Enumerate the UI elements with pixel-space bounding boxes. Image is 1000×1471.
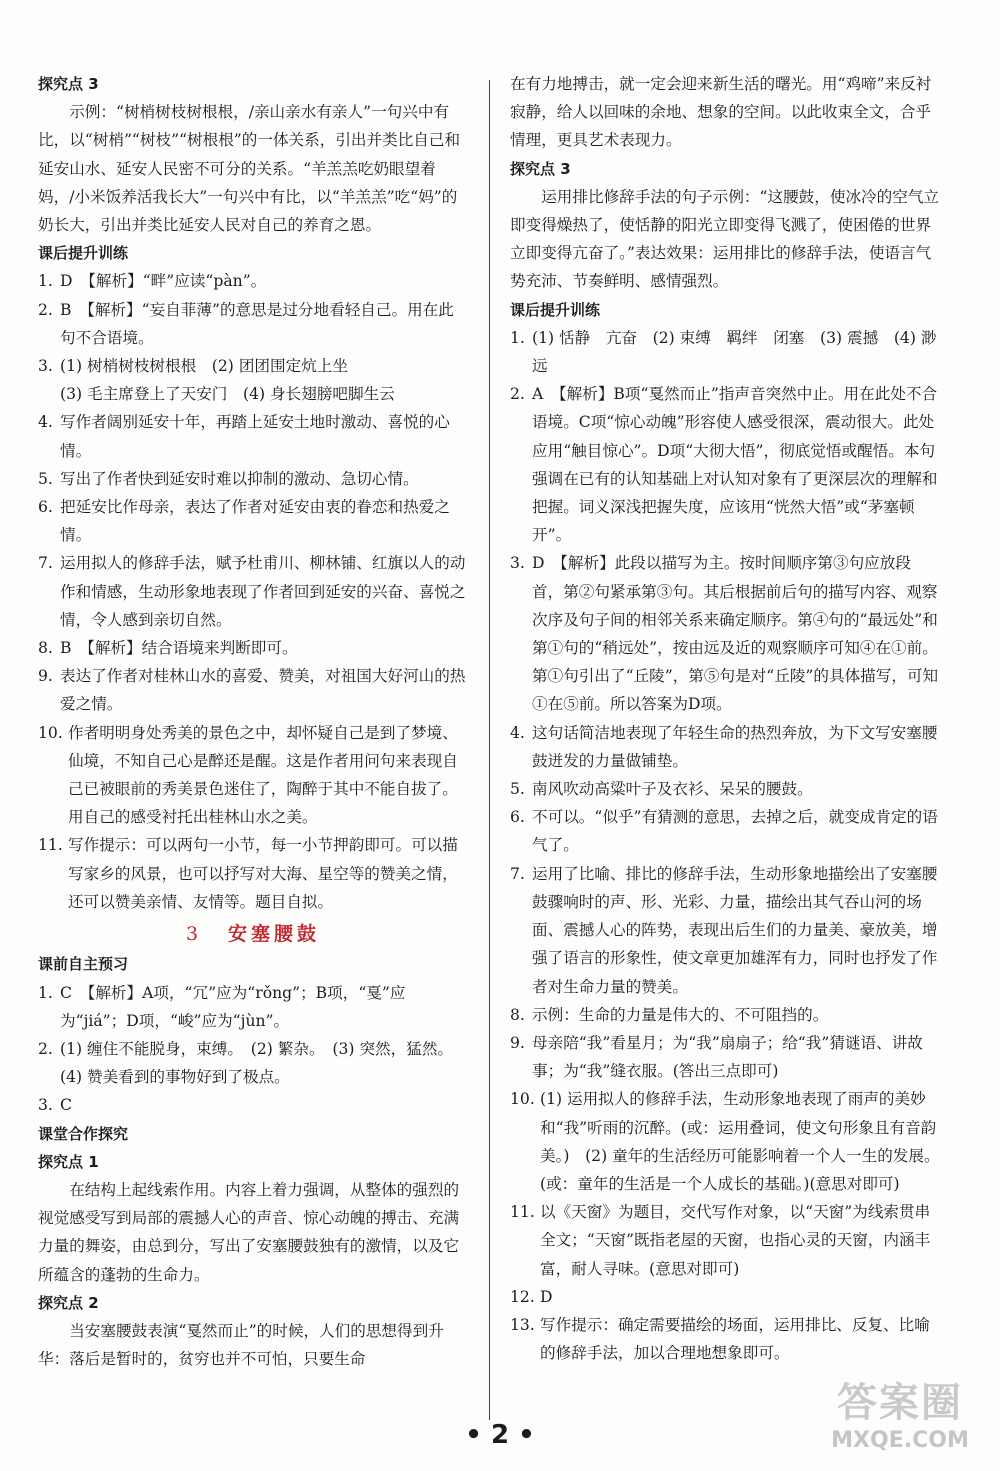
answer-item (38, 549, 468, 634)
answer-item (38, 352, 468, 380)
item-number: 3. (38, 357, 53, 376)
answer-item (38, 493, 468, 549)
item-text: A 【解析】B项“戛然而止”指声音突然中止。用在此处不合语境。C项“惊心动魄”形容使人感受很深，震动很大。此处应用“触目惊心”。D项“大彻大悟”，彻底觉悟或醒悟。本句强调在已有的认知基础上对认知对象有了更深层次的理解和把握。词义深浅把握失度，应该用“恍然大悟”或“茅塞顿开”。 (532, 385, 938, 545)
item-number: 2. (38, 1039, 53, 1058)
item-text: 写作者阔别延安十年，再踏上延安土地时激动、喜悦的心情。 (60, 413, 450, 460)
item-text: 把延安比作母亲，表达了作者对延安由衷的眷恋和热爱之情。 (60, 498, 450, 545)
item-number: 10. (38, 723, 63, 742)
item-number: 1. (38, 983, 53, 1002)
watermark-url: MXQE.COM (831, 1428, 969, 1453)
answer-item (38, 979, 468, 1035)
item-text: B 【解析】结合语境来判断即可。 (60, 639, 298, 658)
item-number: 3. (510, 554, 525, 573)
item-text: 写作提示：确定需要描绘的场面，运用排比、反复、比喻的修辞手法，加以合理地想象即可。 (540, 1315, 930, 1363)
section-heading: 课前自主预习 (38, 955, 129, 974)
paragraph: 示例：“树梢树枝树根根，/亲山亲水有亲人”一句兴中有比，以“树梢”“树枝”“树根根”的一体关系，引出并类比自己和延安山水、延安人民密不可分的关系。“羊羔羔吃奶眼望着妈，/小米饭养活我长大”一句兴中有比，以“羊羔羔”吃“妈”的奶长大，引出并类比延安人民对自己的养育之恩。 (38, 103, 461, 235)
answer-item (510, 860, 940, 1001)
answer-item (510, 803, 940, 859)
sub-heading: 探究点 1 (38, 1152, 99, 1171)
item-number: 3. (38, 1096, 53, 1115)
answer-item (38, 831, 468, 916)
item-text: 不可以。“似乎”有猜测的意思，去掉之后，就变成肯定的语气了。 (532, 808, 938, 855)
item-number: 5. (510, 780, 525, 799)
answer-item (38, 296, 468, 352)
item-number: 12. (510, 1287, 535, 1306)
answer-item (510, 1311, 940, 1367)
sub-heading: 探究点 2 (38, 1293, 99, 1312)
column-divider (489, 80, 490, 1420)
answer-item (510, 1029, 940, 1085)
item-text: 南风吹动高粱叶子及衣衫、呆呆的腰鼓。 (532, 780, 813, 799)
item-number: 1. (510, 328, 525, 347)
item-number: 6. (38, 498, 53, 517)
lesson-number: 3 (185, 923, 203, 946)
answer-item (38, 662, 468, 718)
item-number: 4. (38, 413, 53, 432)
paragraph: 运用排比修辞手法的句子示例：“这腰鼓，使冰冷的空气立即变得燥热了，使恬静的阳光立即变得飞溅了，使困倦的世界立即变得亢奋了。”表达效果：运用排比的修辞手法，使语言气势充沛、节奏鲜明、感情强烈。 (510, 187, 940, 291)
item-number: 2. (510, 385, 525, 404)
item-number: 8. (38, 639, 53, 658)
paragraph: 在结构上起线索作用。内容上着力强调，从整体的强烈的视觉感受写到局部的震撼人心的声音、惊心动魄的搏击、充满力量的舞姿，由总到分，写出了安塞腰鼓独有的激情，以及它所蕴含的蓬勃的生命力。 (38, 1180, 460, 1284)
item-number: 9. (510, 1033, 525, 1052)
lesson-name: 安塞腰鼓 (228, 923, 321, 946)
section-heading: 课堂合作探究 (38, 1124, 129, 1143)
item-number: 10. (510, 1090, 535, 1109)
item-text: 写出了作者快到延安时难以抑制的激动、急切心情。 (60, 469, 419, 488)
item-text: 作者明明身处秀美的景色之中，却怀疑自己是到了梦境、仙境，不知自己心是醉还是醒。这是作者用问句来表现自己已被眼前的秀美景色迷住了，陶醉于其中不能自拔了。用自己的感受衬托出桂林山水之美。 (68, 723, 458, 827)
answer-item (38, 267, 468, 295)
item-number: 5. (38, 469, 53, 488)
item-number: 6. (510, 808, 525, 827)
item-number: 7. (38, 554, 53, 573)
item-number: 1. (38, 272, 53, 291)
item-text: C 【解析】A项，“冗”应为“rǒng”；B项，“戛”应为“jiá”；D项，“峻”应为“jùn”。 (60, 983, 406, 1030)
item-text: (1) 树梢树枝树根根 (2) 团团围定炕上坐 (60, 357, 348, 376)
answer-item (38, 465, 468, 493)
answer-item (38, 1091, 468, 1119)
item-number: 4. (510, 723, 525, 742)
answer-item (510, 1085, 940, 1198)
answer-item (510, 719, 940, 775)
item-number: 11. (38, 836, 63, 855)
section-heading: 探究点 3 (38, 75, 99, 93)
item-number: 11. (510, 1203, 535, 1222)
section-heading: 课后提升训练 (510, 300, 601, 319)
left-column (38, 70, 468, 1373)
item-number: 8. (510, 1005, 525, 1024)
answer-item (38, 1035, 468, 1091)
item-text: (1) 恬静 亢奋 (2) 束缚 羁绊 闭塞 (3) 震撼 (4) 渺远 (532, 328, 937, 376)
item-text: C (60, 1096, 72, 1115)
item-text: 这句话简洁地表现了年轻生命的热烈奔放，为下文写安塞腰鼓迸发的力量做铺垫。 (532, 723, 938, 770)
item-text: (1) 缠住不能脱身，束缚。 (2) 繁杂。 (3) 突然，猛然。 (4) 赞美看到的事物好到了极点。 (60, 1039, 461, 1087)
item-number: 7. (510, 864, 525, 883)
answer-item (510, 380, 940, 549)
answer-item (510, 1283, 940, 1311)
answer-item (38, 408, 468, 464)
watermark-logo (815, 1378, 985, 1464)
item-number: 2. (38, 300, 53, 319)
answer-item (38, 380, 468, 408)
item-text: 示例：生命的力量是伟大的、不可阻挡的。 (532, 1005, 829, 1024)
sub-heading: 探究点 3 (510, 159, 571, 178)
item-number: 13. (510, 1315, 535, 1334)
answer-item (510, 324, 940, 380)
answer-item (510, 1001, 940, 1029)
paragraph: 当安塞腰鼓表演“戛然而止”的时候，人们的思想得到升华：落后是暂时的，贫穷也并不可怕，只要生命 (38, 1321, 444, 1369)
item-text: D 【解析】“畔”应读“pàn”。 (60, 272, 267, 291)
paragraph: 在有力地搏击，就一定会迎来新生活的曙光。用“鸡啼”来反衬寂静，给人以回味的余地、想象的空间。以此收束全文，合乎情理，更具艺术表现力。 (510, 75, 932, 150)
item-text: 写作提示：可以两句一小节，每一小节押韵即可。可以描写家乡的风景，也可以抒写对大海、星空等的赞美之情，还可以赞美亲情、友情等。题目自拟。 (68, 836, 458, 911)
item-text: 表达了作者对桂林山水的喜爱、赞美，对祖国大好河山的热爱之情。 (60, 667, 466, 714)
lesson-title (38, 920, 468, 948)
item-text: 运用了比喻、排比的修辞手法，生动形象地描绘出了安塞腰鼓骤响时的声、形、光彩、力量，描绘出其气吞山河的场面、震撼人心的阵势，表现出后生们的力量美、豪放美，增强了语言的形象性，使文章更加雄浑有力，同时也抒发了作者对生命力量的赞美。 (532, 864, 938, 996)
answer-item (510, 549, 940, 718)
item-text: 母亲陪“我”看星月；为“我”扇扇子；给“我”猜谜语、讲故事；为“我”缝衣服。(答出三点即可) (532, 1033, 923, 1081)
item-text: D (540, 1287, 553, 1306)
item-number: 9. (38, 667, 53, 686)
watermark-text: 答案圈 (837, 1380, 963, 1426)
item-text: B 【解析】“妄自菲薄”的意思是过分地看轻自己。用在此句不合语境。 (60, 300, 454, 347)
right-column (510, 70, 940, 1367)
page-number: • 2 • (465, 1420, 535, 1450)
answer-item (510, 1198, 940, 1283)
item-text: D 【解析】此段以描写为主。按时间顺序第③句应放段首，第②句紧承第③句。其后根据前后句的描写内容、观察次序及句子间的相邻关系来确定顺序。第④句的“最远处”和第①句的“稍远处”，按由远及近的观察顺序可知④在①前。第①句引出了“丘陵”，第⑤句是对“丘陵”的具体描写，可知①在⑤前。所以答案为D项。 (532, 554, 939, 714)
answer-item (38, 719, 468, 832)
section-heading: 课后提升训练 (38, 244, 129, 263)
item-text: (3) 毛主席登上了天安门 (4) 身长翅膀吧脚生云 (60, 385, 395, 404)
item-text: 运用拟人的修辞手法，赋予杜甫川、柳林铺、红旗以人的动作和情感，生动形象地表现了作者回到延安的兴奋、喜悦之情，令人感到亲切自然。 (60, 554, 466, 629)
answer-item (38, 634, 468, 662)
answer-item (510, 775, 940, 803)
item-text: (1) 运用拟人的修辞手法，生动形象地表现了雨声的美妙和“我”听雨的沉醉。(或：运用叠词，使文句形象且有音韵美。) (2) 童年的生活经历可能影响着一个人一生的发展。(或：童年的生活是一个人成长的基础。)(意思对即可) (540, 1090, 940, 1193)
item-text: 以《天窗》为题目，交代写作对象，以“天窗”为线索贯串全文；“天窗”既指老屋的天窗，也指心灵的天窗，内涵丰富，耐人寻味。(意思对即可) (540, 1203, 931, 1278)
